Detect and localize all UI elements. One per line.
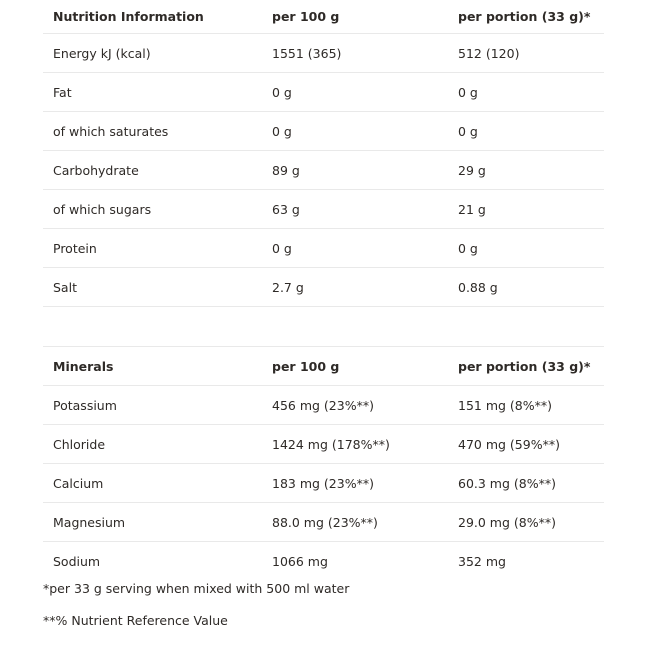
row-label: Sodium xyxy=(53,553,101,569)
table-row xyxy=(43,542,604,580)
row-per100: 456 mg (23%**) xyxy=(272,397,374,413)
table-row xyxy=(43,503,604,542)
table-row xyxy=(43,151,604,190)
minerals-table xyxy=(43,346,604,580)
serving-footnote: *per 33 g serving when mixed with 500 ml water xyxy=(43,581,350,596)
row-per100: 88.0 mg (23%**) xyxy=(272,514,378,530)
row-perportion: 0 g xyxy=(458,240,478,256)
nutrition-header-label: Nutrition Information xyxy=(53,9,204,24)
row-label: of which sugars xyxy=(53,201,152,217)
minerals-header-perportion: per portion (33 g)* xyxy=(458,358,591,374)
row-perportion: 60.3 mg (8%**) xyxy=(458,475,556,491)
row-perportion: 470 mg (59%**) xyxy=(458,436,560,452)
row-label: Chloride xyxy=(53,436,106,452)
row-label: Magnesium xyxy=(53,514,126,530)
minerals-header-label: Minerals xyxy=(53,358,114,374)
row-per100: 89 g xyxy=(272,162,300,178)
row-perportion: 151 mg (8%**) xyxy=(458,397,553,413)
row-per100: 183 mg (23%**) xyxy=(272,475,374,491)
nutrition-header-per100: per 100 g xyxy=(272,9,340,24)
row-per100: 1551 (365) xyxy=(272,45,342,61)
row-per100: 2.7 g xyxy=(272,279,304,295)
row-label: Protein xyxy=(53,240,97,256)
nrv-footnote: **% Nutrient Reference Value xyxy=(43,613,228,628)
table-row xyxy=(43,229,604,268)
table-row xyxy=(43,425,604,464)
table-row xyxy=(43,464,604,503)
row-label: Calcium xyxy=(53,475,104,491)
row-per100: 0 g xyxy=(272,84,292,100)
row-per100: 63 g xyxy=(272,201,300,217)
nutrition-header-perportion: per portion (33 g)* xyxy=(458,9,591,24)
row-label: of which saturates xyxy=(53,123,169,139)
row-per100: 0 g xyxy=(272,240,292,256)
row-perportion: 29 g xyxy=(458,162,486,178)
row-perportion: 512 (120) xyxy=(458,45,520,61)
table-row xyxy=(43,190,604,229)
table-row xyxy=(43,73,604,112)
row-perportion: 29.0 mg (8%**) xyxy=(458,514,556,530)
minerals-header-per100: per 100 g xyxy=(272,358,340,374)
row-label: Energy kJ (kcal) xyxy=(53,45,151,61)
row-perportion: 352 mg xyxy=(458,553,506,569)
row-label: Potassium xyxy=(53,397,117,413)
nutrition-header-row xyxy=(43,0,604,34)
table-row xyxy=(43,386,604,425)
table-row xyxy=(43,34,604,73)
row-perportion: 0 g xyxy=(458,123,478,139)
row-per100: 0 g xyxy=(272,123,292,139)
row-perportion: 0.88 g xyxy=(458,279,498,295)
row-per100: 1424 mg (178%**) xyxy=(272,436,390,452)
table-row xyxy=(43,268,604,307)
row-perportion: 21 g xyxy=(458,201,486,217)
row-label: Salt xyxy=(53,279,77,295)
row-perportion: 0 g xyxy=(458,84,478,100)
row-per100: 1066 mg xyxy=(272,553,328,569)
minerals-header-row xyxy=(43,346,604,386)
row-label: Carbohydrate xyxy=(53,162,139,178)
table-row xyxy=(43,112,604,151)
row-label: Fat xyxy=(53,84,72,100)
nutrition-table xyxy=(43,0,604,307)
